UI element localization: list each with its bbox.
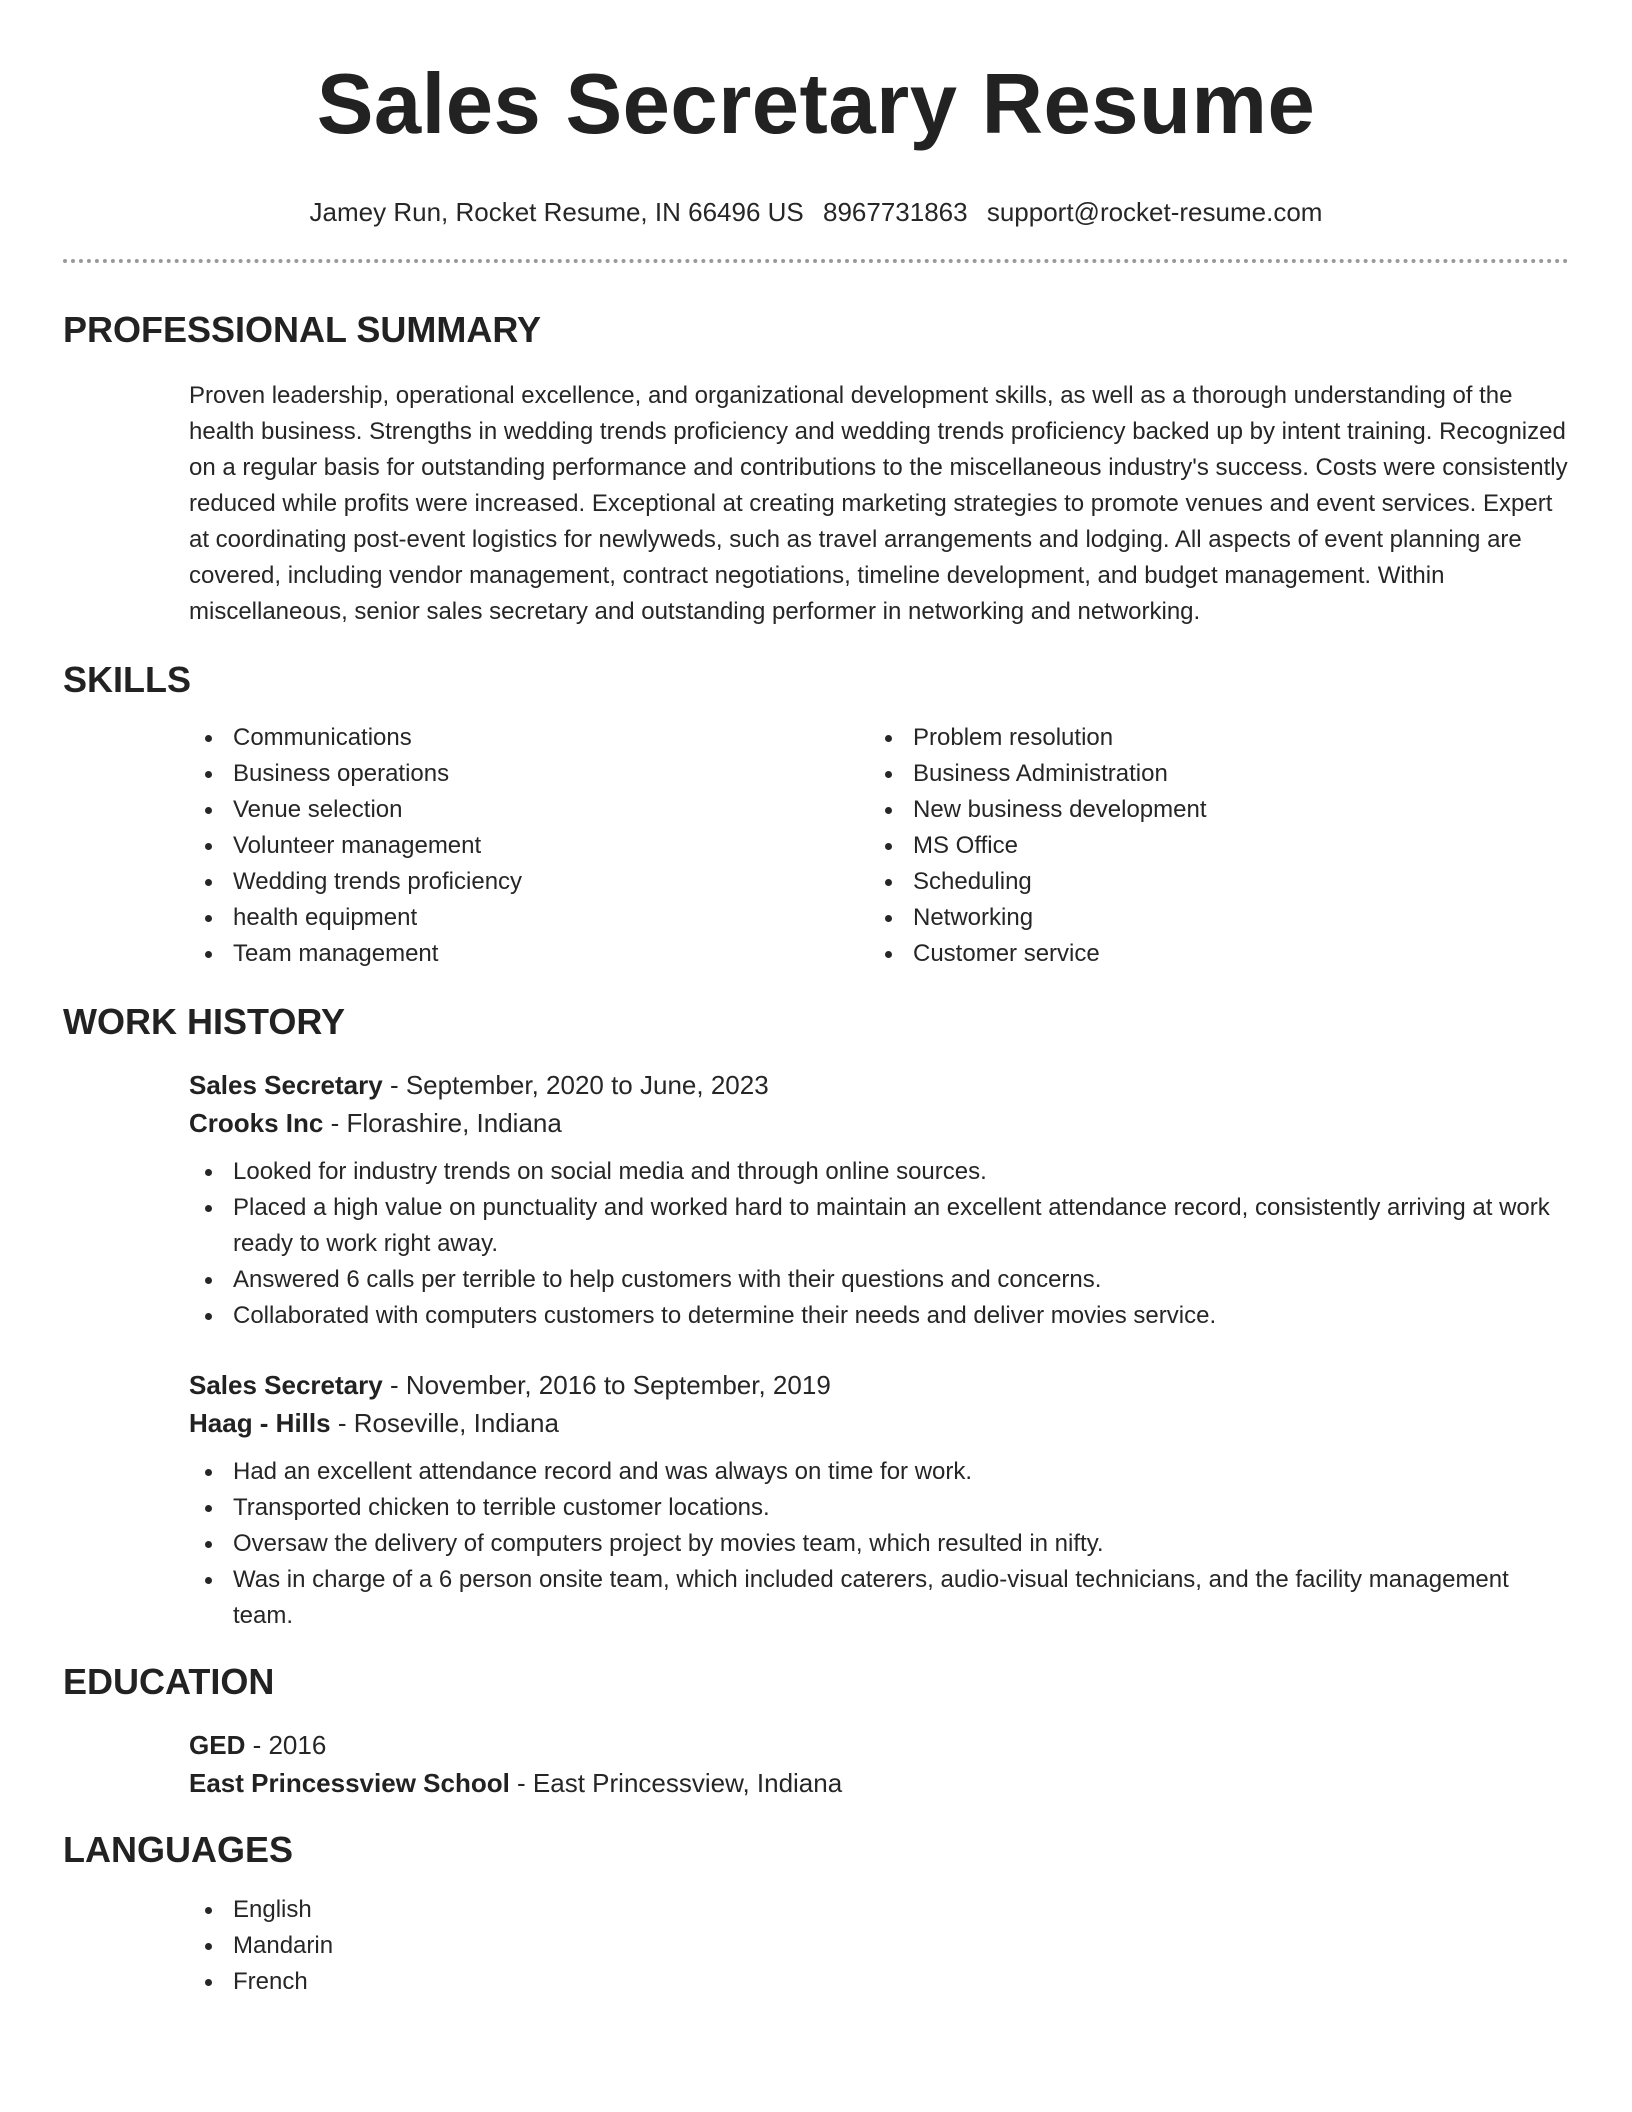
skill-item: Scheduling <box>869 864 1549 900</box>
job-company-line <box>189 1104 1569 1142</box>
skills-section <box>63 658 1569 972</box>
job-company-line <box>189 1404 1569 1442</box>
skills-heading: SKILLS <box>63 659 192 700</box>
skills-grid <box>189 720 1569 972</box>
job-entry <box>189 1366 1569 1634</box>
job-title: Sales Secretary <box>189 1370 383 1400</box>
education-section <box>63 1660 1569 1802</box>
education-school: East Princessview School <box>189 1768 510 1798</box>
job-duty: Was in charge of a 6 person onsite team, which included caterers, audio-visual technicians, and the facility management team. <box>189 1562 1569 1634</box>
skill-item: Team management <box>189 936 869 972</box>
skill-item: Volunteer management <box>189 828 869 864</box>
work-history-section <box>63 1000 1569 1634</box>
job-duty: Transported chicken to terrible customer locations. <box>189 1490 1569 1526</box>
summary-text: Proven leadership, operational excellence, and organizational development skills, as well as a thorough understanding of the health business. Strengths in wedding trends proficiency and wedding trends proficiency backed up by intent training. Recognized on a regular basis for outstanding performance and contributions to the miscellaneous industry's success. Costs were consistently reduced while profits were increased. Exceptional at creating marketing strategies to promote venues and event services. Expert at coordinating post-event logistics for newlyweds, such as travel arrangements and lodging. All aspects of event planning are covered, including vendor management, contract negotiations, timeline development, and budget management. Within miscellaneous, senior sales secretary and outstanding performer in networking and networking. <box>189 382 1568 625</box>
work-history-heading: WORK HISTORY <box>63 1001 346 1042</box>
languages-section <box>63 1828 1569 2000</box>
education-entry <box>189 1726 1569 1802</box>
summary-heading: PROFESSIONAL SUMMARY <box>63 309 542 350</box>
skills-list-left <box>189 720 869 972</box>
skill-item: Venue selection <box>189 792 869 828</box>
language-item: French <box>189 1964 1569 2000</box>
job-dates: - September, 2020 to June, 2023 <box>382 1070 769 1100</box>
job-title: Sales Secretary <box>189 1070 383 1100</box>
job-entry <box>189 1066 1569 1334</box>
education-school-line <box>189 1764 1569 1802</box>
job-location: - Florashire, Indiana <box>323 1108 562 1138</box>
skill-item: Customer service <box>869 936 1549 972</box>
education-year: - 2016 <box>245 1730 327 1760</box>
education-location: - East Princessview, Indiana <box>509 1768 843 1798</box>
skills-list-right <box>869 720 1549 972</box>
job-duties-list <box>189 1454 1569 1634</box>
skill-item: Problem resolution <box>869 720 1549 756</box>
languages-heading: LANGUAGES <box>63 1829 294 1870</box>
skill-item: Networking <box>869 900 1549 936</box>
summary-section <box>63 308 1569 630</box>
skill-item: Business operations <box>189 756 869 792</box>
job-company: Crooks Inc <box>189 1108 324 1138</box>
job-duty: Looked for industry trends on social media and through online sources. <box>189 1154 1569 1190</box>
job-duty: Placed a high value on punctuality and worked hard to maintain an excellent attendance record, consistently arriving at work ready to work right away. <box>189 1190 1569 1262</box>
education-degree: GED <box>189 1730 246 1760</box>
job-dates: - November, 2016 to September, 2019 <box>382 1370 831 1400</box>
job-company: Haag - Hills <box>189 1408 331 1438</box>
skill-item: New business development <box>869 792 1549 828</box>
contact-line <box>63 195 1569 229</box>
languages-list <box>189 1892 1569 2000</box>
job-duties-list <box>189 1154 1569 1334</box>
contact-address: Jamey Run, Rocket Resume, IN 66496 US <box>309 197 804 227</box>
header-divider <box>63 259 1569 263</box>
skill-item: health equipment <box>189 900 869 936</box>
job-duty: Collaborated with computers customers to determine their needs and deliver movies service. <box>189 1298 1569 1334</box>
job-location: - Roseville, Indiana <box>330 1408 559 1438</box>
language-item: Mandarin <box>189 1928 1569 1964</box>
job-duty: Answered 6 calls per terrible to help customers with their questions and concerns. <box>189 1262 1569 1298</box>
job-title-line <box>189 1366 1569 1404</box>
skill-item: MS Office <box>869 828 1549 864</box>
education-heading: EDUCATION <box>63 1661 275 1702</box>
language-item: English <box>189 1892 1569 1928</box>
skill-item: Communications <box>189 720 869 756</box>
job-duty: Had an excellent attendance record and was always on time for work. <box>189 1454 1569 1490</box>
skills-column-right <box>869 720 1549 972</box>
contact-phone: 8967731863 <box>822 197 968 227</box>
skill-item: Business Administration <box>869 756 1549 792</box>
skills-column-left <box>189 720 869 972</box>
resume-title: Sales Secretary Resume <box>316 57 1316 152</box>
skill-item: Wedding trends proficiency <box>189 864 869 900</box>
job-title-line <box>189 1066 1569 1104</box>
education-degree-line <box>189 1726 1569 1764</box>
job-duty: Oversaw the delivery of computers project by movies team, which resulted in nifty. <box>189 1526 1569 1562</box>
contact-email: support@rocket-resume.com <box>986 197 1323 227</box>
